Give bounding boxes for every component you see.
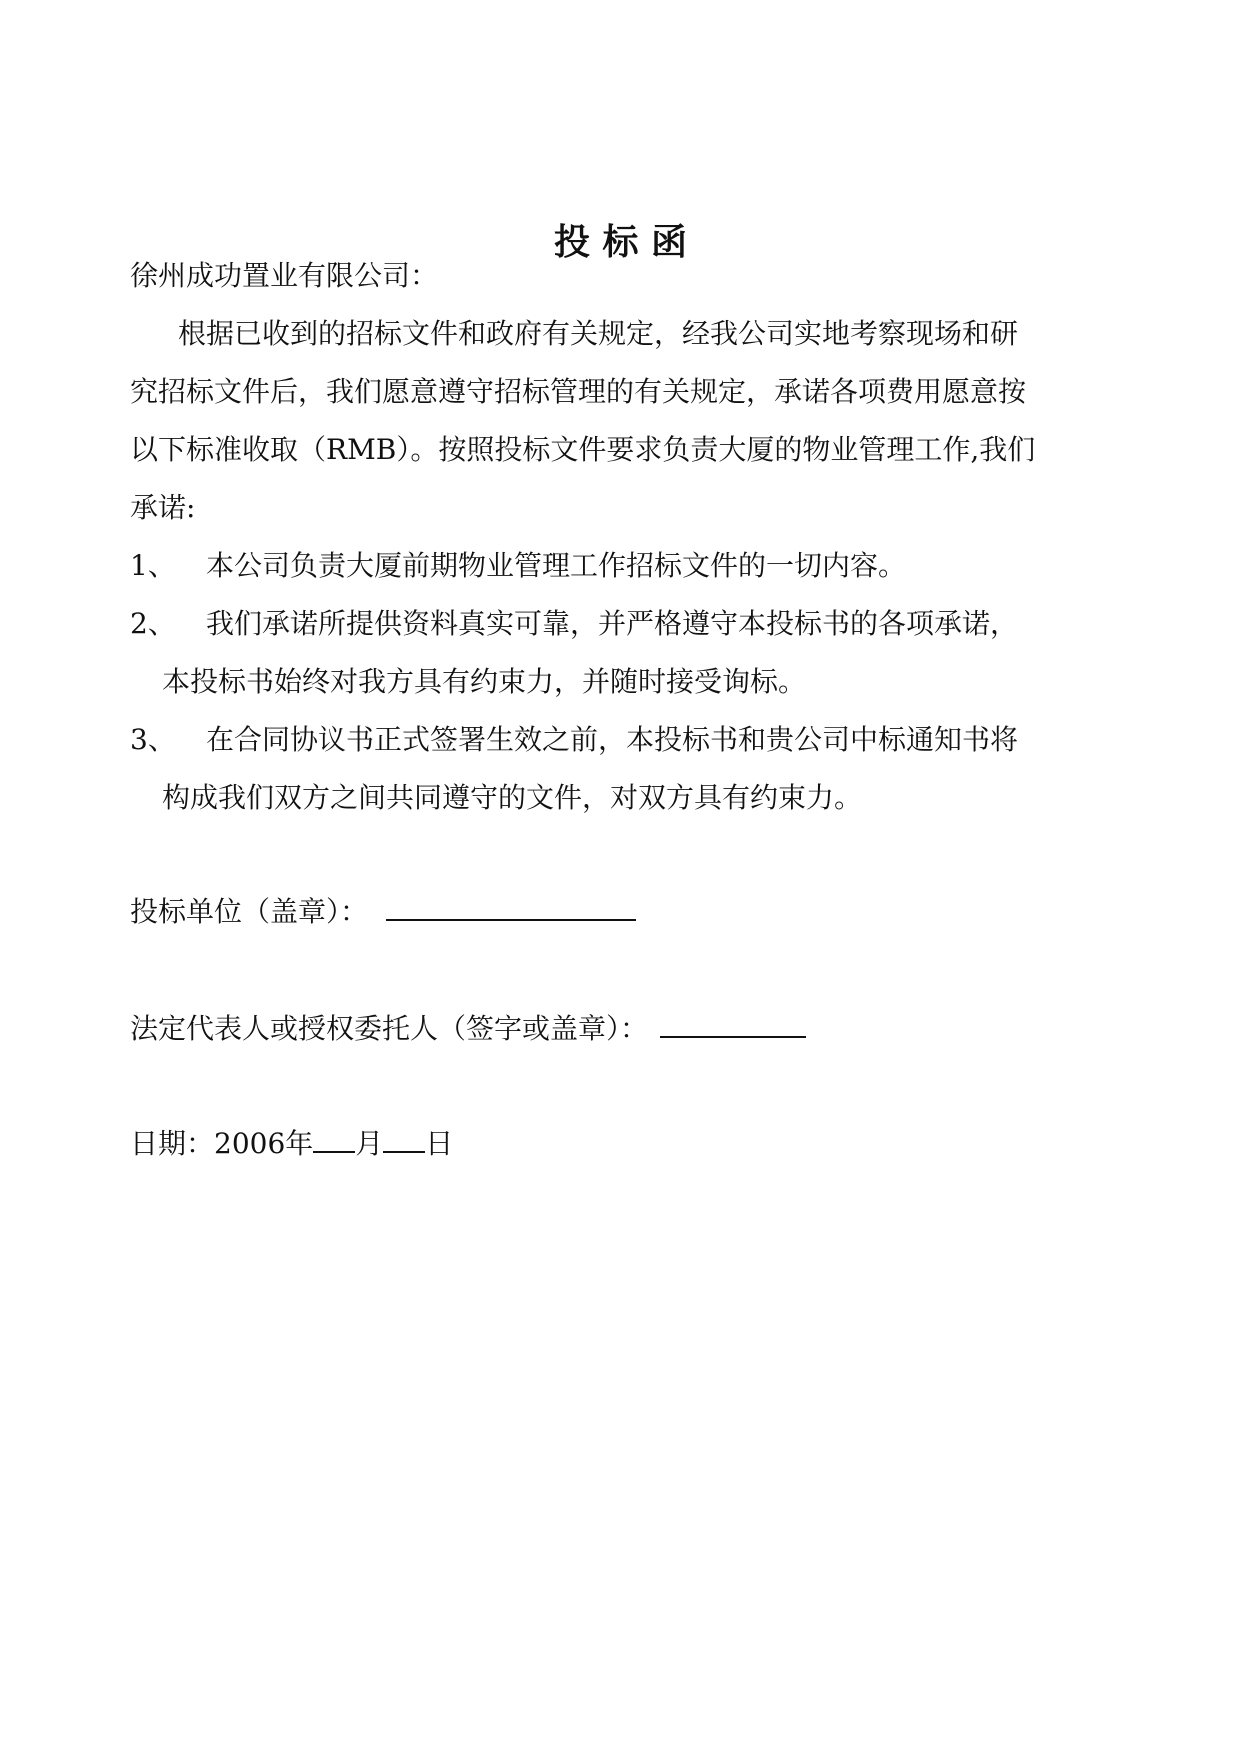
intro-line-4: 承诺:: [130, 491, 196, 524]
representative-signature-row: [130, 1012, 806, 1045]
commitment-2-line-1: 我们承诺所提供资料真实可靠，并严格遵守本投标书的各项承诺，: [206, 607, 1019, 640]
date-row: [130, 1127, 454, 1160]
bidder-seal-blank[interactable]: [386, 918, 636, 921]
document-title: 投 标 函: [553, 221, 688, 263]
date-month-blank[interactable]: [313, 1150, 355, 1153]
commitment-2-number: 2、: [130, 607, 176, 640]
representative-label: 法定代表人或授权委托人（签字或盖章）：: [130, 1012, 649, 1045]
recipient-line: 徐州成功置业有限公司：: [130, 259, 439, 292]
commitment-1-number: 1、: [130, 549, 176, 582]
intro-line-2: 究招标文件后，我们愿意遵守招标管理的有关规定，承诺各项费用愿意按: [130, 375, 1027, 408]
date-prefix: 日期：2006年: [130, 1127, 314, 1160]
commitment-2-line-2: 本投标书始终对我方具有约束力，并随时接受询标。: [162, 665, 807, 698]
date-day-label: 日: [425, 1127, 454, 1160]
date-day-blank[interactable]: [383, 1150, 425, 1153]
intro-line-3: 以下标准收取（RMB）。按照投标文件要求负责大厦的物业管理工作,我们: [130, 433, 1036, 466]
commitment-3-line-1: 在合同协议书正式签署生效之前，本投标书和贵公司中标通知书将: [206, 723, 1019, 756]
bidder-signature-row: [130, 895, 636, 928]
date-month-label: 月: [355, 1127, 384, 1160]
bidder-label: 投标单位（盖章）：: [130, 895, 369, 928]
intro-line-1: 根据已收到的招标文件和政府有关规定，经我公司实地考察现场和研: [178, 317, 1019, 350]
commitment-1-line-1: 本公司负责大厦前期物业管理工作招标文件的一切内容。: [206, 549, 907, 582]
commitment-3-line-2: 构成我们双方之间共同遵守的文件，对双方具有约束力。: [162, 781, 863, 814]
commitment-3-number: 3、: [130, 723, 176, 756]
representative-signature-blank[interactable]: [660, 1035, 806, 1038]
